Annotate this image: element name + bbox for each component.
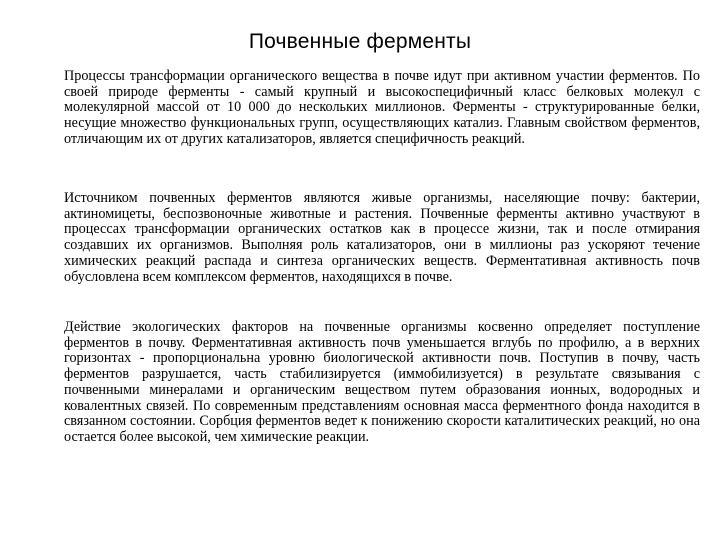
- slide-title: Почвенные ферменты: [248, 30, 472, 53]
- paragraph-enzymes-sources: Источником почвенных ферментов являются живые организмы, населяющие почву: бактерии, актиномицеты, беспозвоночные животные и растения. Почвенные ферменты активно участвуют в процессах трансформации органических остатков как в процессе жизни, так и после отмирания создавших их организмов. Выполняя роль катализаторов, они в миллионы раз ускоряют течение химических реакций распада и синтеза органических веществ. Ферментативная активность почв обусловлена всем комплексом ферментов, находящихся в почве.: [64, 190, 700, 285]
- paragraph-enzymes-nature: Процессы трансформации органического вещества в почве идут при активном участии ферментов. По своей природе ферменты - самый крупный и высокоспецифичный класс белковых молекул с молекулярной массой от 10 000 до нескольких миллионов. Ферменты - структурированные белки, несущие множество функциональных групп, осуществляющих катализ. Главным свойством ферментов, отличающим их от других катализаторов, является специфичность реакций.: [64, 68, 700, 147]
- paragraph-ecological-factors: Действие экологических факторов на почвенные организмы косвенно определяет поступление ферментов в почву. Ферментативная активность почв уменьшается вглубь по профилю, а в верхних горизонтах - пропорциональна уровню биологической активности почв. Поступив в почву, часть ферментов разрушается, часть стабилизируется (иммобилизуется) в результате связывания с почвенными минералами и органическим веществом путем образования ионных, водородных и ковалентных связей. По современным представлениям основная масса ферментного фонда находится в связанном состоянии. Сорбция ферментов ведет к понижению скорости каталитических реакций, но она остается более высокой, чем химические реакции.: [64, 319, 700, 445]
